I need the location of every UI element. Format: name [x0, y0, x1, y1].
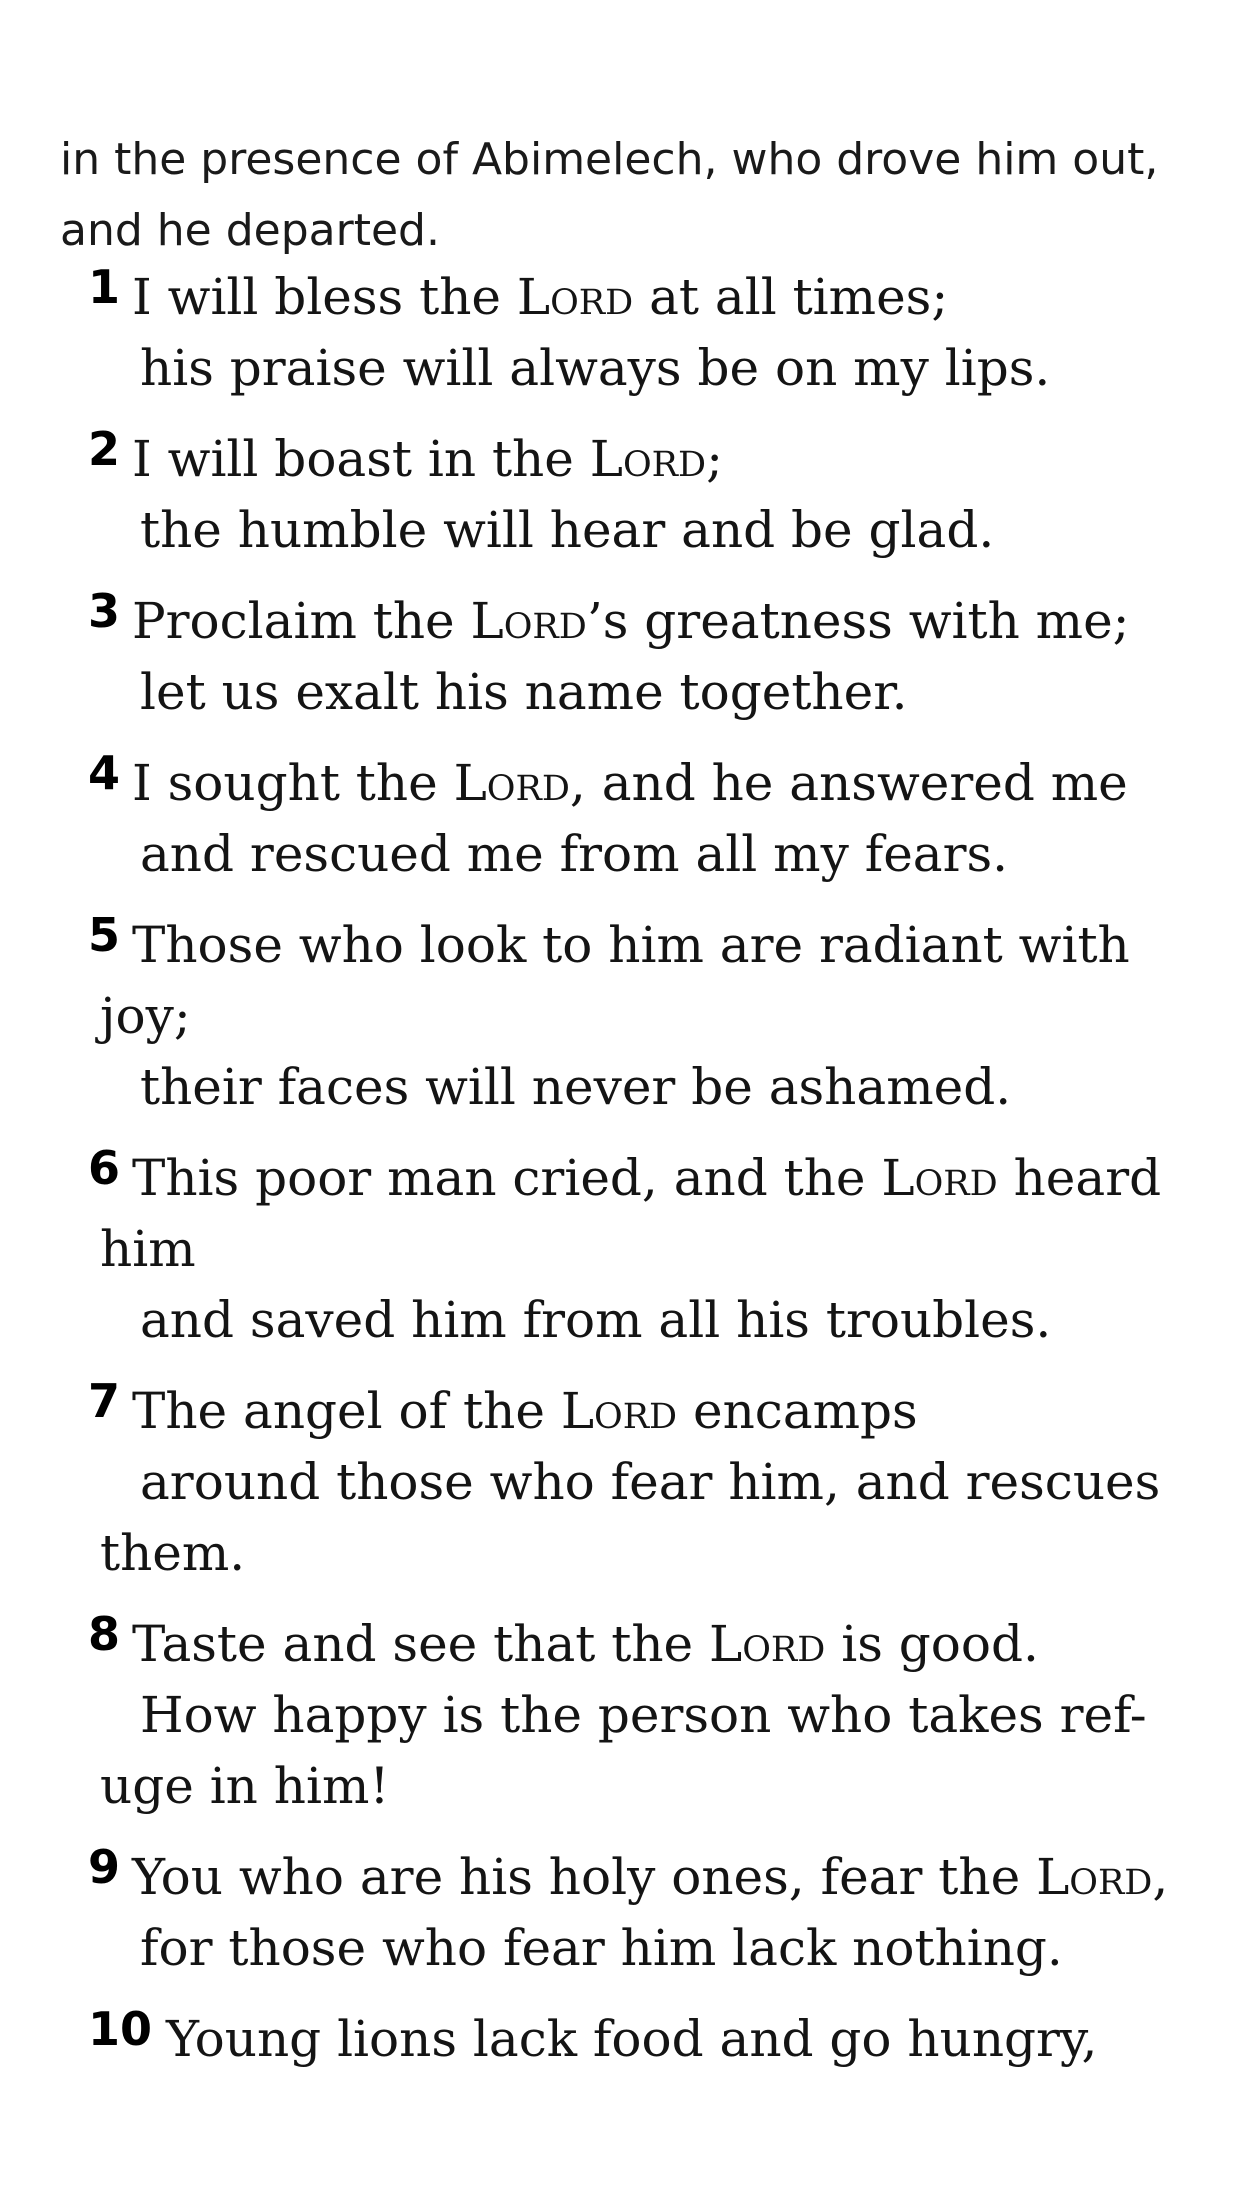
- intro-line: and he departed.: [60, 205, 440, 256]
- verse-5: [0, 910, 1242, 1123]
- verse-line-indented: and saved him from all his troubles.: [140, 1291, 1052, 1349]
- verse-8: [0, 1609, 1242, 1822]
- verse-line: I will bless the Lord at all times;: [132, 268, 949, 326]
- verse-1: [0, 262, 1242, 404]
- verse-number: 4: [88, 746, 121, 800]
- verse-line-indented: the humble will hear and be glad.: [140, 501, 995, 559]
- intro-line: in the presence of Abimelech, who drove him out,: [60, 134, 1159, 185]
- divine-name: Lord: [516, 268, 634, 326]
- verse-line-wrap: joy;: [100, 987, 191, 1045]
- verse-2: [0, 424, 1242, 566]
- verse-line-indented: let us exalt his name together.: [140, 663, 908, 721]
- verse-line: I will boast in the Lord;: [132, 430, 723, 488]
- verse-line: I sought the Lord, and he answered me: [132, 754, 1128, 812]
- verse-line-indented: and rescued me from all my fears.: [140, 825, 1009, 883]
- verse-number: 7: [88, 1374, 121, 1428]
- verse-line-indented: How happy is the person who takes ref-: [140, 1686, 1147, 1744]
- verse-10: [0, 2004, 1242, 2075]
- verse-number: 6: [88, 1141, 121, 1195]
- verse-line-wrap: him: [100, 1220, 196, 1278]
- divine-name: Lord: [589, 430, 707, 488]
- verse-line: Those who look to him are radiant with: [132, 916, 1130, 974]
- verse-number: 3: [88, 584, 121, 638]
- verse-line-indented: around those who fear him, and rescues: [140, 1453, 1161, 1511]
- psalm-verses: [0, 262, 1242, 2095]
- verse-line: This poor man cried, and the Lord heard: [132, 1149, 1162, 1207]
- verse-9: [0, 1842, 1242, 1984]
- verse-number: 5: [88, 908, 121, 962]
- verse-3: [0, 586, 1242, 728]
- verse-line: Proclaim the Lord’s greatness with me;: [132, 592, 1130, 650]
- verse-number: 2: [88, 422, 121, 476]
- verse-number: 1: [88, 260, 121, 314]
- verse-line-indented: for those who fear him lack nothing.: [140, 1919, 1063, 1977]
- verse-6: [0, 1143, 1242, 1356]
- verse-line-indented: their faces will never be ashamed.: [140, 1058, 1012, 1116]
- verse-4: [0, 748, 1242, 890]
- verse-line-indented: his praise will always be on my lips.: [140, 339, 1051, 397]
- intro-paragraph: [60, 124, 1200, 266]
- verse-7: [0, 1376, 1242, 1589]
- verse-line: You who are his holy ones, fear the Lord,: [132, 1848, 1169, 1906]
- divine-name: Lord: [881, 1149, 998, 1207]
- verse-line: Young lions lack food and go hungry,: [166, 2010, 1098, 2068]
- divine-name: Lord: [1036, 1848, 1153, 1906]
- divine-name: Lord: [453, 754, 570, 812]
- verse-line-wrap: them.: [100, 1524, 246, 1582]
- verse-number: 10: [88, 2002, 153, 2056]
- divine-name: Lord: [560, 1382, 678, 1440]
- divine-name: Lord: [470, 592, 587, 650]
- verse-number: 8: [88, 1607, 121, 1661]
- verse-line: The angel of the Lord encamps: [132, 1382, 918, 1440]
- verse-number: 9: [88, 1840, 121, 1894]
- divine-name: Lord: [709, 1615, 826, 1673]
- verse-line-wrap: uge in him!: [100, 1757, 390, 1815]
- verse-line: Taste and see that the Lord is good.: [132, 1615, 1039, 1673]
